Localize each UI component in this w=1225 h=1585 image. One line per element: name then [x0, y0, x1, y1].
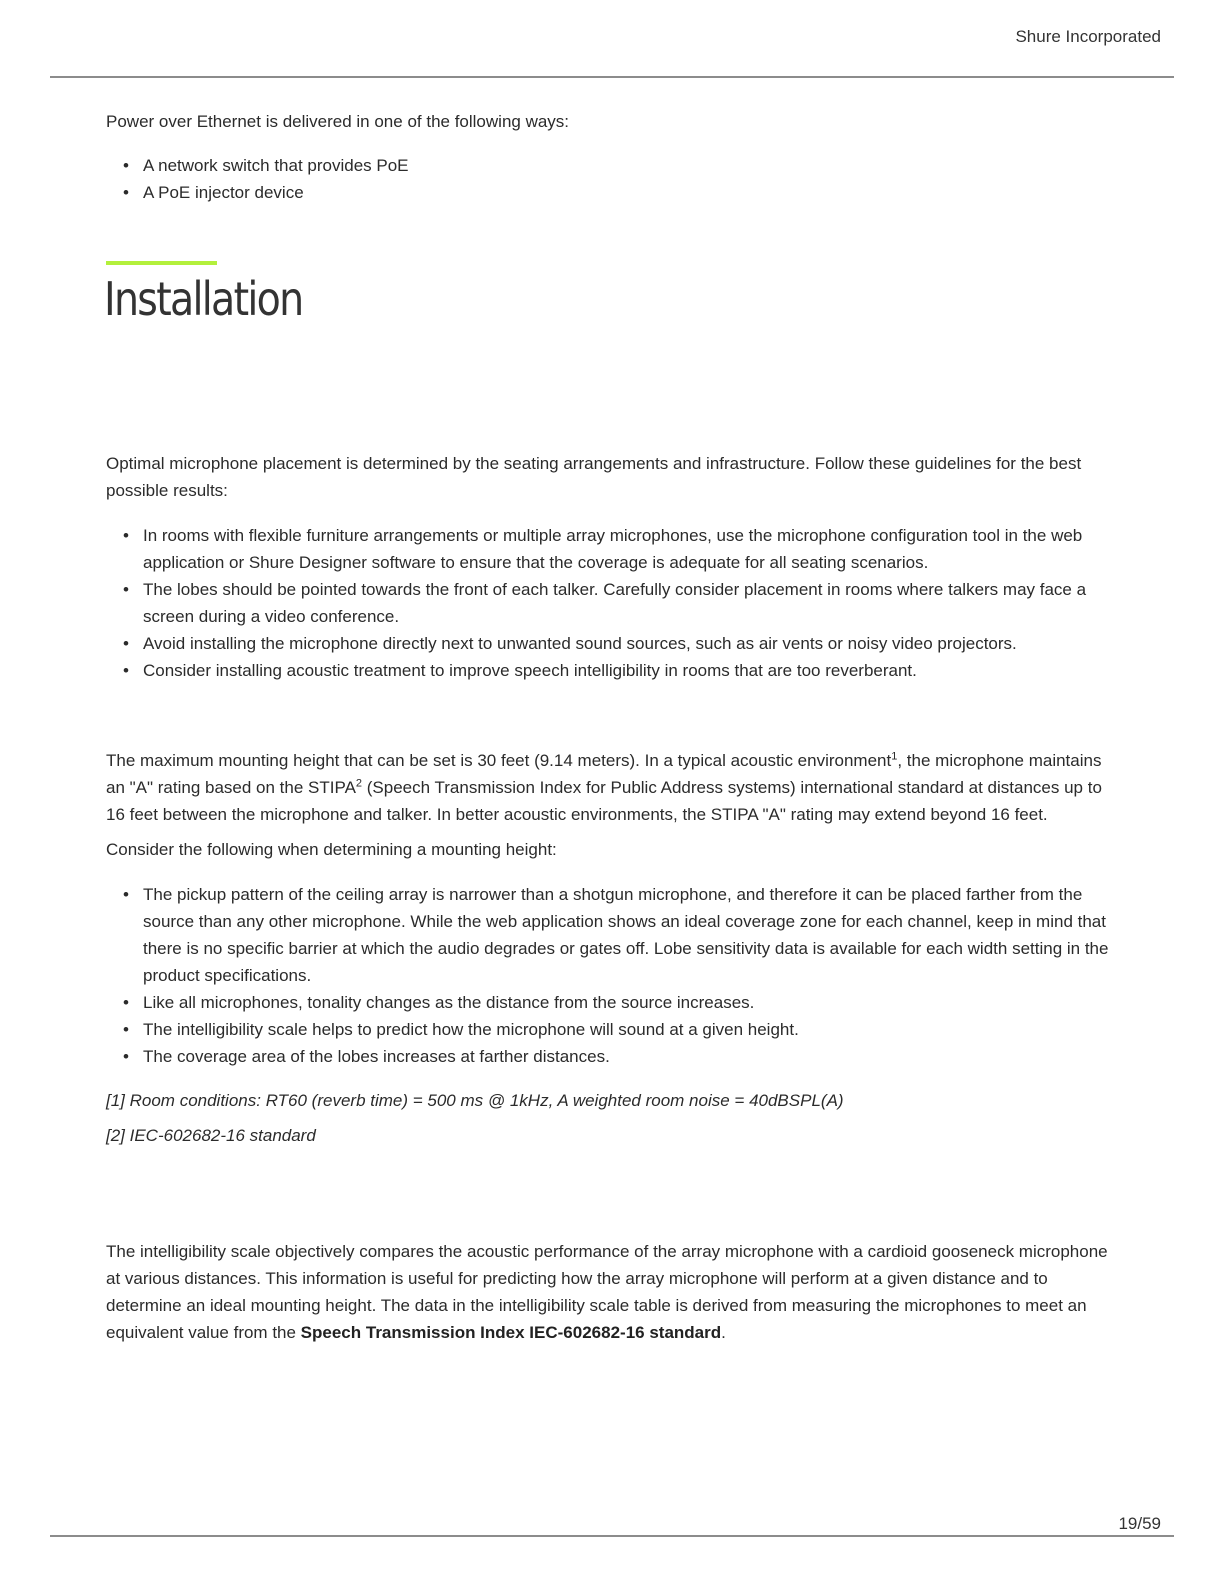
footnote-1: [1] Room conditions: RT60 (reverb time) = 500 ms @ 1kHz, A weighted room noise = 40dBSPL(A)	[106, 1091, 844, 1110]
header-company-name: Shure Incorporated	[1015, 27, 1161, 46]
mounting-paragraph	[106, 747, 1121, 828]
list-item: • The pickup pattern of the ceiling array is narrower than a shotgun microphone, and therefore it can be placed farther from the source than any other microphone. While the web application shows an ideal coverage zone for each channel, keep in mind that there is no specific barrier at which the audio degrades or gates off. Lobe sensitivity data is available for each width setting in the product specifications.	[106, 881, 1121, 989]
standard-name: Speech Transmission Index IEC-602682-16 standard	[300, 1323, 722, 1342]
footer-divider	[50, 1535, 1174, 1537]
page-number: 19/59	[1118, 1514, 1161, 1533]
list-item: • Consider installing acoustic treatment to improve speech intelligibility in rooms that are too reverberant.	[106, 657, 1121, 684]
placement-intro: Optimal microphone placement is determined by the seating arrangements and infrastructure. Follow these guidelines for the best possible results:	[106, 454, 1082, 500]
scale-paragraph	[106, 1238, 1121, 1346]
mounting-text-part: , the microphone maintains an "A" rating based on the STIPA	[106, 751, 1102, 797]
mounting-list	[106, 881, 1121, 1070]
list-item: • A network switch that provides PoE	[106, 152, 1121, 179]
list-item: • Like all microphones, tonality changes as the distance from the source increases.	[106, 989, 1121, 1016]
mounting-text-part: The maximum mounting height that can be set is 30 feet (9.14 meters). In a typical acoustic environment	[106, 751, 892, 770]
section-title: Installation	[104, 272, 303, 326]
mounting-height-section	[106, 747, 1121, 1149]
placement-list	[106, 522, 1121, 684]
list-item: • The lobes should be pointed towards the front of each talker. Carefully consider placement in rooms where talkers may face a screen during a video conference.	[106, 576, 1121, 630]
list-item: • Avoid installing the microphone directly next to unwanted sound sources, such as air vents or noisy video projectors.	[106, 630, 1121, 657]
intelligibility-scale-section	[106, 1238, 1121, 1346]
list-item: • In rooms with flexible furniture arrangements or multiple array microphones, use the microphone configuration tool in the web application or Shure Designer software to ensure that the coverage is adequate for all seating scenarios.	[106, 522, 1121, 576]
footnote-ref-2: 2	[355, 777, 363, 790]
scale-text: The intelligibility scale objectively compares the acoustic performance of the array microphone with a cardioid gooseneck microphone at various distances. This information is useful for predicting how the array microphone will perform at a given distance and to determine an ideal mounting height. The data in the intelligibility scale table is derived from measuring the microphones to meet an equivalent value from the	[106, 1242, 1108, 1342]
footnote-ref-1: 1	[891, 750, 898, 763]
footnote-2: [2] IEC-602682-16 standard	[106, 1126, 316, 1145]
list-item: • A PoE injector device	[106, 179, 1121, 206]
list-item: • The intelligibility scale helps to predict how the microphone will sound at a given height.	[106, 1016, 1121, 1043]
placement-section	[106, 450, 1121, 684]
list-item: • The coverage area of the lobes increases at farther distances.	[106, 1043, 1121, 1070]
heading-accent-bar	[106, 261, 217, 265]
scale-text-end: .	[721, 1323, 726, 1342]
mounting-text-part: (Speech Transmission Index for Public Address systems) international standard at distances up to 16 feet between the microphone and talker. In better acoustic environments, the STIPA "A" rating may extend beyond 16 feet.	[106, 778, 1102, 824]
poe-section	[106, 108, 1121, 206]
header-divider	[50, 76, 1174, 78]
mounting-consider: Consider the following when determining a mounting height:	[106, 840, 557, 859]
poe-list	[106, 152, 1121, 206]
poe-intro: Power over Ethernet is delivered in one of the following ways:	[106, 112, 570, 131]
